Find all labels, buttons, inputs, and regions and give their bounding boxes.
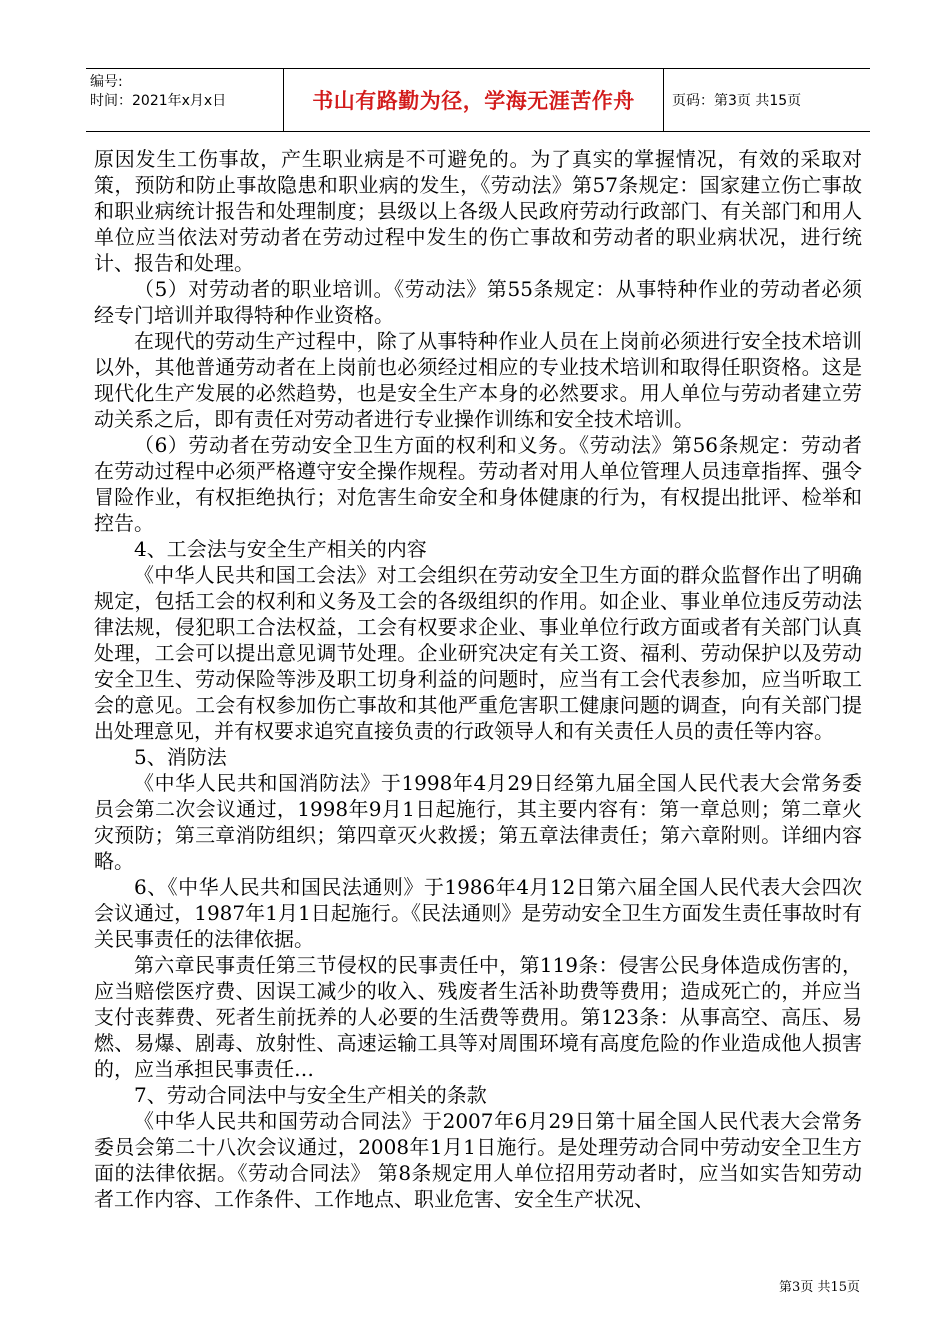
section-heading: 4、工会法与安全生产相关的内容 bbox=[134, 537, 427, 561]
paragraph: 6、《中华人民共和国民法通则》于1986年4月12日第六届全国人民代表大会四次会议通过，1987年1月1日起施行。《民法通则》是劳动安全卫生方面发生责任事故时有关民事责任的法律依据。 bbox=[94, 875, 862, 951]
paragraph: 《中华人民共和国工会法》对工会组织在劳动安全卫生方面的群众监督作出了明确规定，包括工会的权利和义务及工会的各级组织的作用。如企业、事业单位违反劳动法律法规，侵犯职工合法权益，工会有权要求企业、事业单位行政方面或者有关部门认真处理，工会可以提出意见调节处理。企业研究决定有关工资、福利、劳动保护以及劳动安全卫生、劳动保险等涉及职工切身利益的问题时，应当有工会代表参加，应当听取工会的意见。工会有权参加伤亡事故和其他严重危害职工健康问题的调查，向有关部门提出处理意见，并有权要求追究直接负责的行政领导人和有关责任人员的责任等内容。 bbox=[94, 563, 862, 743]
document-body bbox=[94, 146, 862, 1212]
paragraph: 第六章民事责任第三节侵权的民事责任中，第119条：侵害公民身体造成伤害的，应当赔偿医疗费、因误工减少的收入、残废者生活补助费等费用；造成死亡的，并应当支付丧葬费、死者生前抚养的人必要的生活费等费用。第123条：从事高空、高压、易燃、易爆、剧毒、放射性、高速运输工具等对周围环境有高度危险的作业造成他人损害的，应当承担民事责任… bbox=[94, 953, 862, 1081]
paragraph: （5）对劳动者的职业培训。《劳动法》第55条规定：从事特种作业的劳动者必须经专门培训并取得特种作业资格。 bbox=[94, 277, 862, 327]
header-motto: 书山有路勤为径，学海无涯苦作舟 bbox=[284, 69, 664, 131]
doc-number-label: 编号: bbox=[90, 74, 123, 90]
page-header bbox=[86, 68, 870, 132]
section-heading: 7、劳动合同法中与安全生产相关的条款 bbox=[134, 1083, 487, 1107]
page-footer: 第3页 共15页 bbox=[779, 1280, 860, 1295]
section-heading: 5、消防法 bbox=[134, 745, 227, 769]
paragraph: 《中华人民共和国劳动合同法》于2007年6月29日第十届全国人民代表大会常务委员会第二十八次会议通过，2008年1月1日施行。是处理劳动合同中劳动安全卫生方面的法律依据。《劳动合同法》 第8条规定用人单位招用劳动者时，应当如实告知劳动者工作内容、工作条件、工作地点、职业危害、安全生产状况、 bbox=[94, 1109, 862, 1211]
paragraph: 《中华人民共和国消防法》于1998年4月29日经第九届全国人民代表大会常务委员会第二次会议通过，1998年9月1日起施行，其主要内容有：第一章总则；第二章火灾预防；第三章消防组织；第四章灭火救援；第五章法律责任；第六章附则。详细内容略。 bbox=[94, 771, 862, 873]
header-page-number: 页码：第3页 共15页 bbox=[672, 93, 802, 109]
paragraph: 在现代的劳动生产过程中，除了从事特种作业人员在上岗前必须进行安全技术培训以外，其他普通劳动者在上岗前也必须经过相应的专业技术培训和取得任职资格。这是现代化生产发展的必然趋势，也是安全生产本身的必然要求。用人单位与劳动者建立劳动关系之后，即有责任对劳动者进行专业操作训练和安全技术培训。 bbox=[94, 329, 862, 431]
paragraph: 原因发生工伤事故，产生职业病是不可避免的。为了真实的掌握情况，有效的采取对策，预防和防止事故隐患和职业病的发生，《劳动法》第57条规定：国家建立伤亡事故和职业病统计报告和处理制度；县级以上各级人民政府劳动行政部门、有关部门和用人单位应当依法对劳动者在劳动过程中发生的伤亡事故和劳动者的职业病状况，进行统计、报告和处理。 bbox=[94, 147, 862, 275]
paragraph: （6）劳动者在劳动安全卫生方面的权利和义务。《劳动法》第56条规定：劳动者在劳动过程中必须严格遵守安全操作规程。劳动者对用人单位管理人员违章指挥、强令冒险作业，有权拒绝执行；对危害生命安全和身体健康的行为，有权提出批评、检举和控告。 bbox=[94, 433, 862, 535]
doc-time-label: 时间：2021年x月x日 bbox=[90, 93, 227, 109]
header-meta bbox=[86, 69, 284, 131]
